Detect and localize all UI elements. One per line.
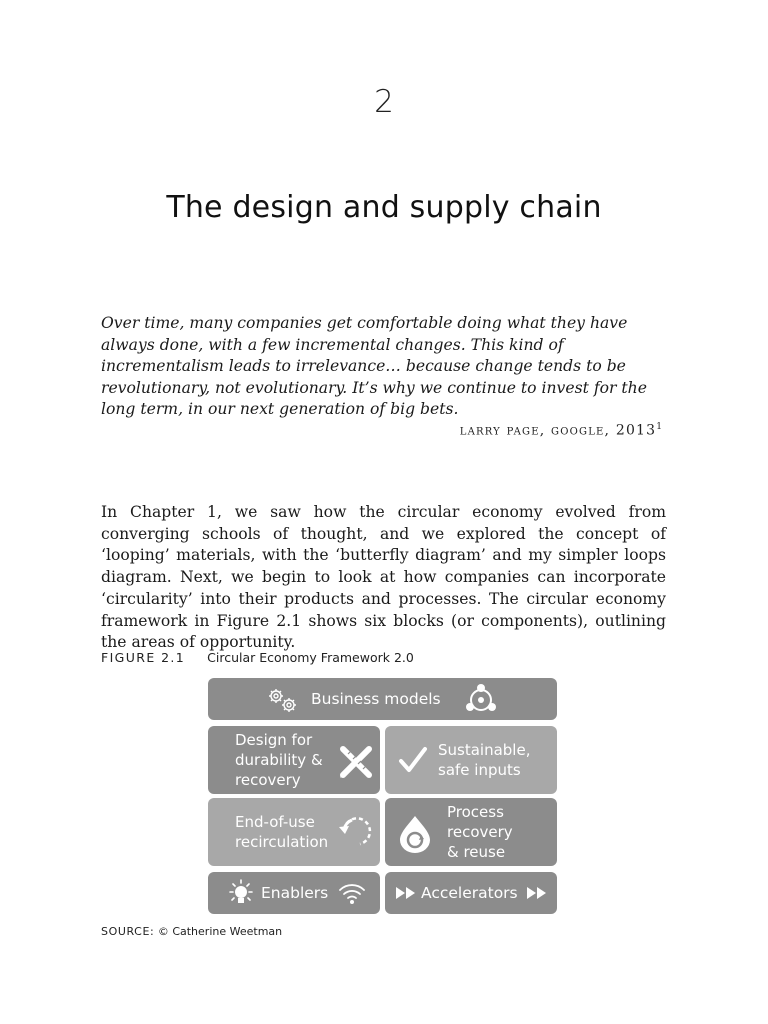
process-label-line3: & reuse bbox=[447, 843, 506, 861]
process-label-line1: Process bbox=[447, 803, 504, 821]
sustainable-label-line2: safe inputs bbox=[438, 761, 521, 779]
end-of-use-label-line1: End-of-use bbox=[235, 813, 315, 831]
end-of-use-block bbox=[208, 798, 380, 866]
checkmark-icon bbox=[398, 746, 428, 774]
fast-forward-icon bbox=[527, 887, 549, 899]
chapter-number: 2 bbox=[374, 84, 394, 120]
enablers-label: Enablers bbox=[261, 884, 329, 902]
source-label: SOURCE: bbox=[101, 925, 155, 938]
footnote-marker: 1 bbox=[656, 422, 662, 432]
design-durability-block bbox=[208, 726, 380, 794]
sustainable-inputs-block bbox=[385, 726, 557, 794]
design-label-line1: Design for bbox=[235, 731, 313, 749]
accelerators-label: Accelerators bbox=[421, 884, 518, 902]
figure-source bbox=[101, 925, 282, 938]
sustainable-label-line1: Sustainable, bbox=[438, 741, 531, 759]
recirculation-arrow-icon bbox=[338, 814, 374, 850]
gears-icon bbox=[265, 686, 301, 714]
water-drop-cycle-icon bbox=[397, 814, 433, 854]
enablers-block bbox=[208, 872, 380, 914]
end-of-use-label-line2: recirculation bbox=[235, 833, 329, 851]
figure-title: Circular Economy Framework 2.0 bbox=[207, 650, 414, 665]
epigraph-attribution bbox=[460, 422, 662, 439]
network-people-icon bbox=[464, 683, 498, 715]
fast-forward-icon bbox=[396, 887, 418, 899]
design-label-line3: recovery bbox=[235, 771, 301, 789]
process-recovery-block bbox=[385, 798, 557, 866]
chapter-title: The design and supply chain bbox=[166, 190, 602, 225]
process-label-line2: recovery bbox=[447, 823, 513, 841]
body-paragraph: In Chapter 1, we saw how the circular economy evolved from converging schools of thought, and we explored the concept of ‘looping’ materials, with the ‘butterfly diagram’ and my simpler loops diagram. Next, we begin to look at how companies can incorporate ‘circularity’ into their products and processes. The circular economy framework in Figure 2.1 shows six blocks (or components), outlining the areas of opportunity. bbox=[101, 503, 666, 652]
attribution-text: larry page, google, 2013 bbox=[459, 422, 657, 439]
source-text: © Catherine Weetman bbox=[157, 925, 283, 938]
epigraph-quote: Over time, many companies get comfortable doing what they have always done, with a few incremental changes. This kind of incrementalism leads to irrelevance… because change tends to be revolutionary, not evolutionary. It’s why we continue to invest for the long term, in our next generation of big bets. bbox=[101, 314, 647, 419]
business-models-block bbox=[208, 678, 557, 720]
pencil-ruler-icon bbox=[338, 744, 374, 780]
accelerators-block bbox=[385, 872, 557, 914]
figure-caption bbox=[101, 650, 414, 665]
lightbulb-icon bbox=[227, 879, 255, 907]
design-label-line2: durability & bbox=[235, 751, 323, 769]
figure-label: FIGURE 2.1 bbox=[101, 650, 186, 665]
wifi-icon bbox=[338, 880, 366, 906]
business-models-label: Business models bbox=[311, 690, 441, 708]
